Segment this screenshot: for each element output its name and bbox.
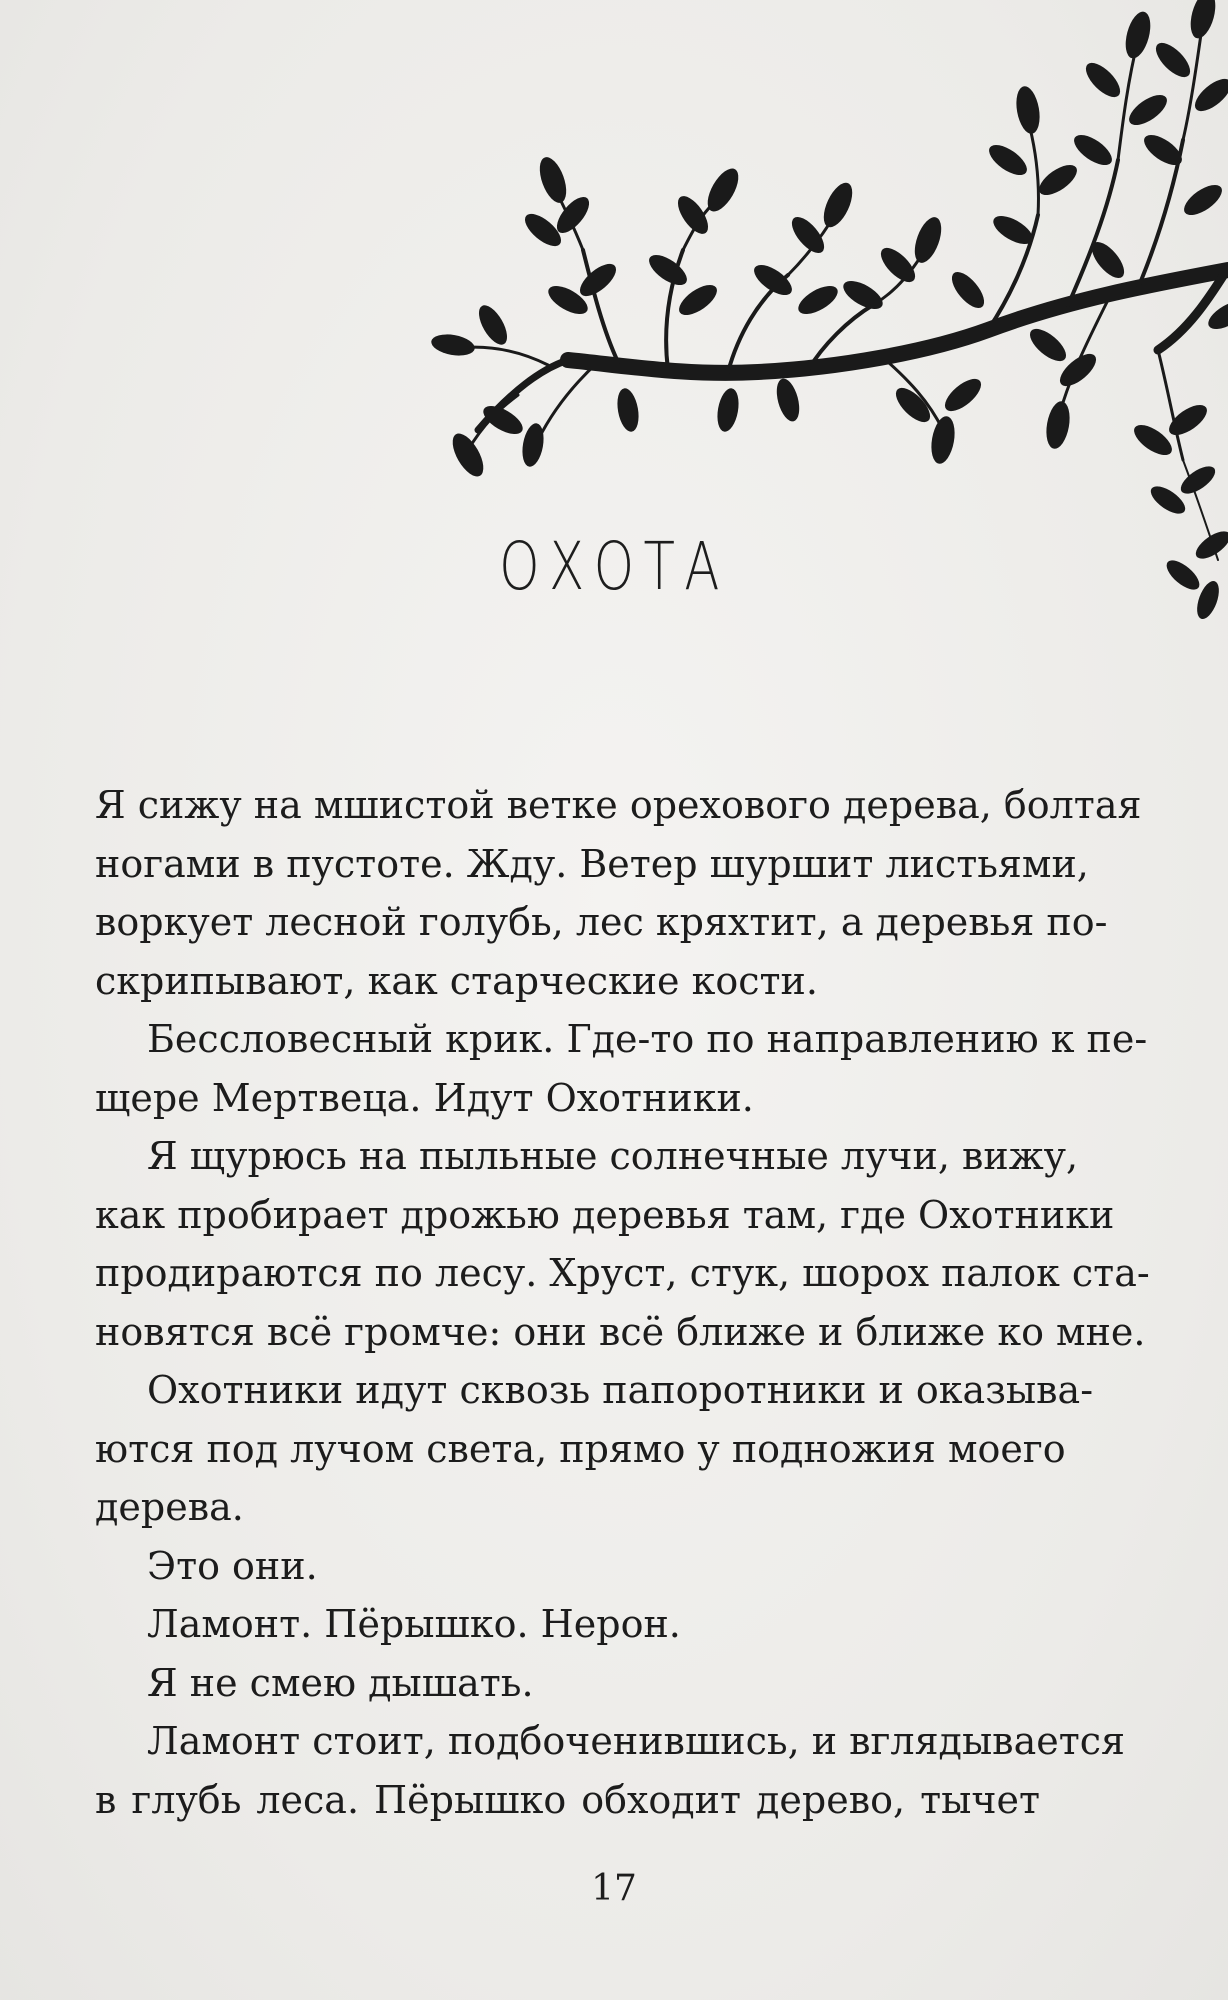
chapter-title: ОХОТА [499, 528, 729, 605]
paragraph [95, 1654, 1040, 1713]
paragraph [95, 1537, 1040, 1596]
text-line: Бессловесный крик. Где-то по направлению к пе- [147, 1017, 1148, 1061]
text-line: ногами в пустоте. Жду. Ветер шуршит листьями, [95, 841, 1089, 886]
text-line: Ламонт. Пёрышко. Нерон. [147, 1602, 681, 1646]
paragraph [95, 1361, 1094, 1537]
text-line: Это они. [147, 1543, 318, 1588]
text-line: воркует лесной голубь, лес кряхтит, а деревья по- [95, 900, 1108, 944]
text-line: дерева. [95, 1485, 244, 1529]
text-line: ются под лучом света, прямо у подножия моего [95, 1426, 1066, 1471]
paragraph [95, 1595, 1040, 1654]
paragraph [95, 776, 1142, 1010]
text-line: Я сижу на мшистой ветке орехового дерева, болтая [95, 783, 1142, 827]
text-line: Я не смею дышать. [147, 1660, 534, 1705]
paragraph [95, 1010, 1148, 1127]
text-line: скрипывают, как старческие кости. [95, 958, 818, 1003]
text-line: Охотники идут сквозь папоротники и оказыва- [147, 1368, 1094, 1412]
text-line: щере Мертвеца. Идут Охотники. [95, 1075, 754, 1120]
text-line: продираются по лесу. Хруст, стук, шорох палок ста- [95, 1251, 1150, 1295]
text-line: как пробирает дрожью деревья там, где Охотники [95, 1192, 1115, 1237]
paragraph [95, 1712, 1125, 1829]
paragraph [95, 1127, 1150, 1361]
text-line: Ламонт стоит, подбоченившись, и вглядывается [147, 1719, 1125, 1763]
body-text [95, 776, 1150, 1829]
text-line: в глубь леса. Пёрышко обходит дерево, тычет [95, 1777, 1040, 1822]
page-number: 17 [591, 1868, 637, 1909]
text-line: Я щурюсь на пыльные солнечные лучи, вижу, [147, 1134, 1079, 1178]
text-line: новятся всё громче: они всё ближе и ближе ко мне. [95, 1309, 1146, 1354]
